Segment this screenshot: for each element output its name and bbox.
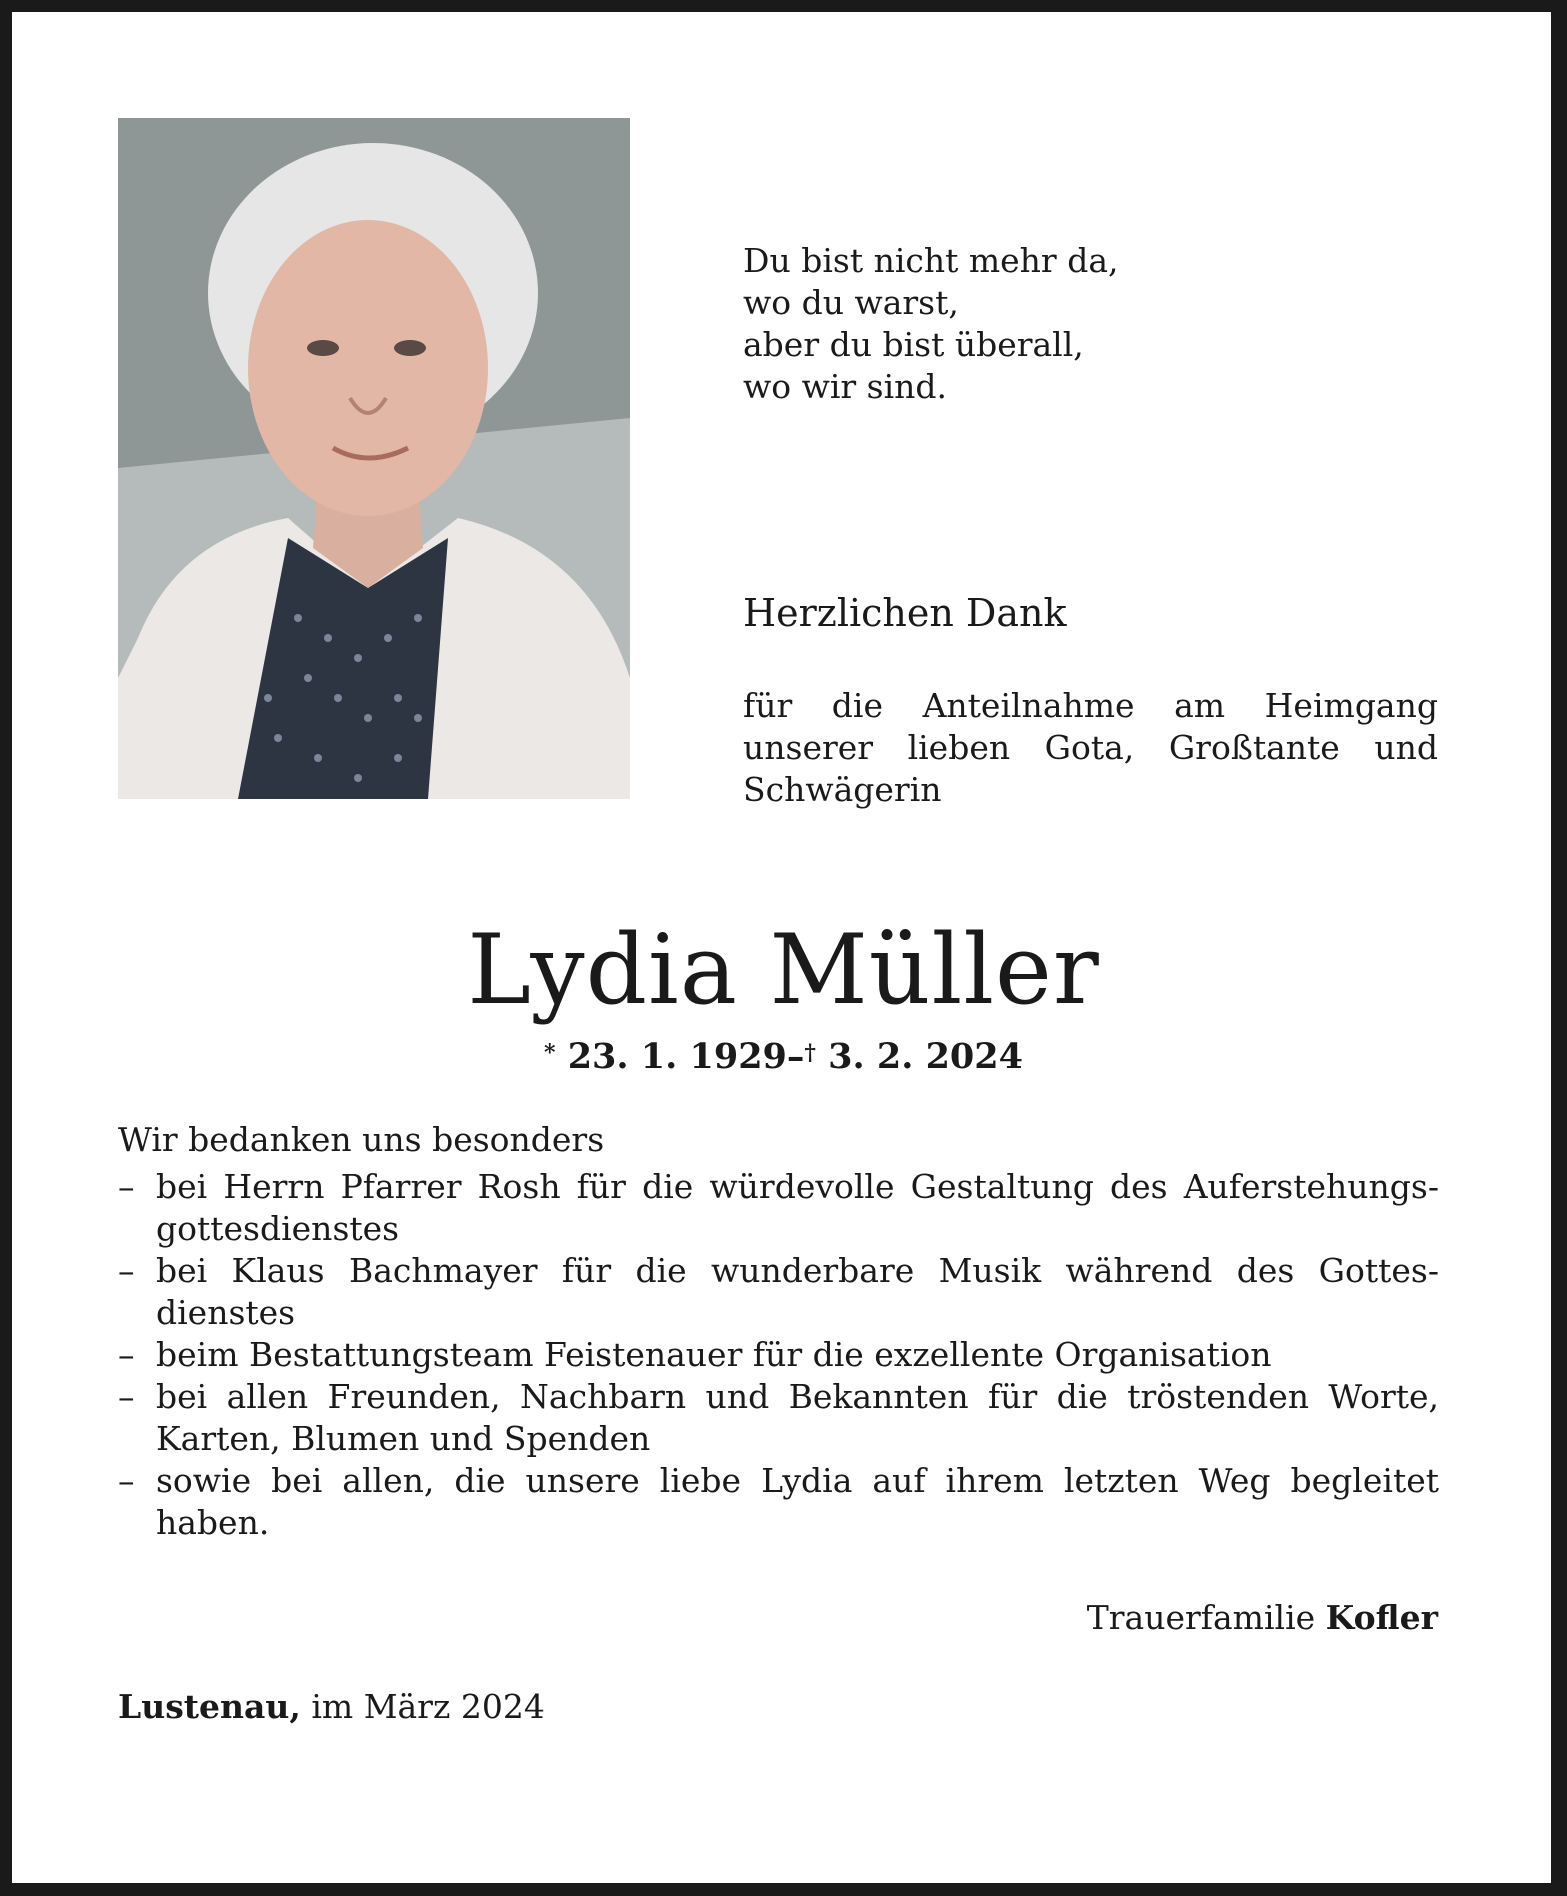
signature xyxy=(1087,1597,1438,1639)
list-item xyxy=(118,1460,1439,1544)
portrait-photo xyxy=(118,118,630,799)
dash-bullet: – xyxy=(118,1251,135,1290)
thanks-heading: Herzlichen Dank xyxy=(743,591,1067,635)
list-item-text: bei allen Freunden, Nachbarn und Bekannten für die tröstenden Worte, Karten, Blumen und Spenden xyxy=(156,1377,1439,1458)
thanks-text: für die Anteilnahme am Heimgang unserer lieben Gota, Großtante und Schwägerin xyxy=(743,686,1438,809)
place-and-date xyxy=(118,1686,545,1728)
list-item xyxy=(118,1376,1439,1460)
death-date: 3. 2. 2024 xyxy=(828,1036,1023,1077)
birth-symbol: * xyxy=(544,1040,556,1066)
date-separator: – xyxy=(786,1036,805,1077)
deceased-name: Lydia Müller xyxy=(467,914,1100,1026)
list-item xyxy=(118,1166,1439,1250)
death-symbol: † xyxy=(804,1040,816,1066)
dash-bullet: – xyxy=(118,1461,135,1500)
dash-bullet: – xyxy=(118,1167,135,1206)
acknowledgement-list xyxy=(118,1166,1439,1544)
list-item-text: bei Herrn Pfarrer Rosh für die würdevolle Gestaltung des Auferstehungs-gottesdienstes xyxy=(156,1167,1439,1248)
list-item-text: beim Bestattungsteam Feistenauer für die exzellente Organisation xyxy=(156,1335,1272,1374)
list-item xyxy=(118,1334,1439,1376)
poem-line: aber du bist überall, xyxy=(743,325,1084,364)
family-name: Kofler xyxy=(1325,1598,1438,1637)
list-item-text: bei Klaus Bachmayer für die wunderbare Musik während des Gottes-dienstes xyxy=(156,1251,1439,1332)
dash-bullet: – xyxy=(118,1335,135,1374)
poem-line: wo du warst, xyxy=(743,283,959,322)
place-city: Lustenau, xyxy=(118,1687,301,1726)
life-dates xyxy=(0,1035,1567,1079)
list-item-text: sowie bei allen, die unsere liebe Lydia auf ihrem letzten Weg begleitet haben. xyxy=(156,1461,1439,1542)
list-item xyxy=(118,1250,1439,1334)
acknowledgement-intro: Wir bedanken uns besonders xyxy=(118,1120,605,1159)
place-date: im März 2024 xyxy=(311,1687,545,1726)
poem-line: wo wir sind. xyxy=(743,367,948,406)
birth-date: 23. 1. 1929 xyxy=(567,1036,787,1077)
signature-prefix: Trauerfamilie xyxy=(1086,1598,1316,1637)
poem xyxy=(743,240,1119,408)
poem-line: Du bist nicht mehr da, xyxy=(743,241,1119,280)
dash-bullet: – xyxy=(118,1377,135,1416)
